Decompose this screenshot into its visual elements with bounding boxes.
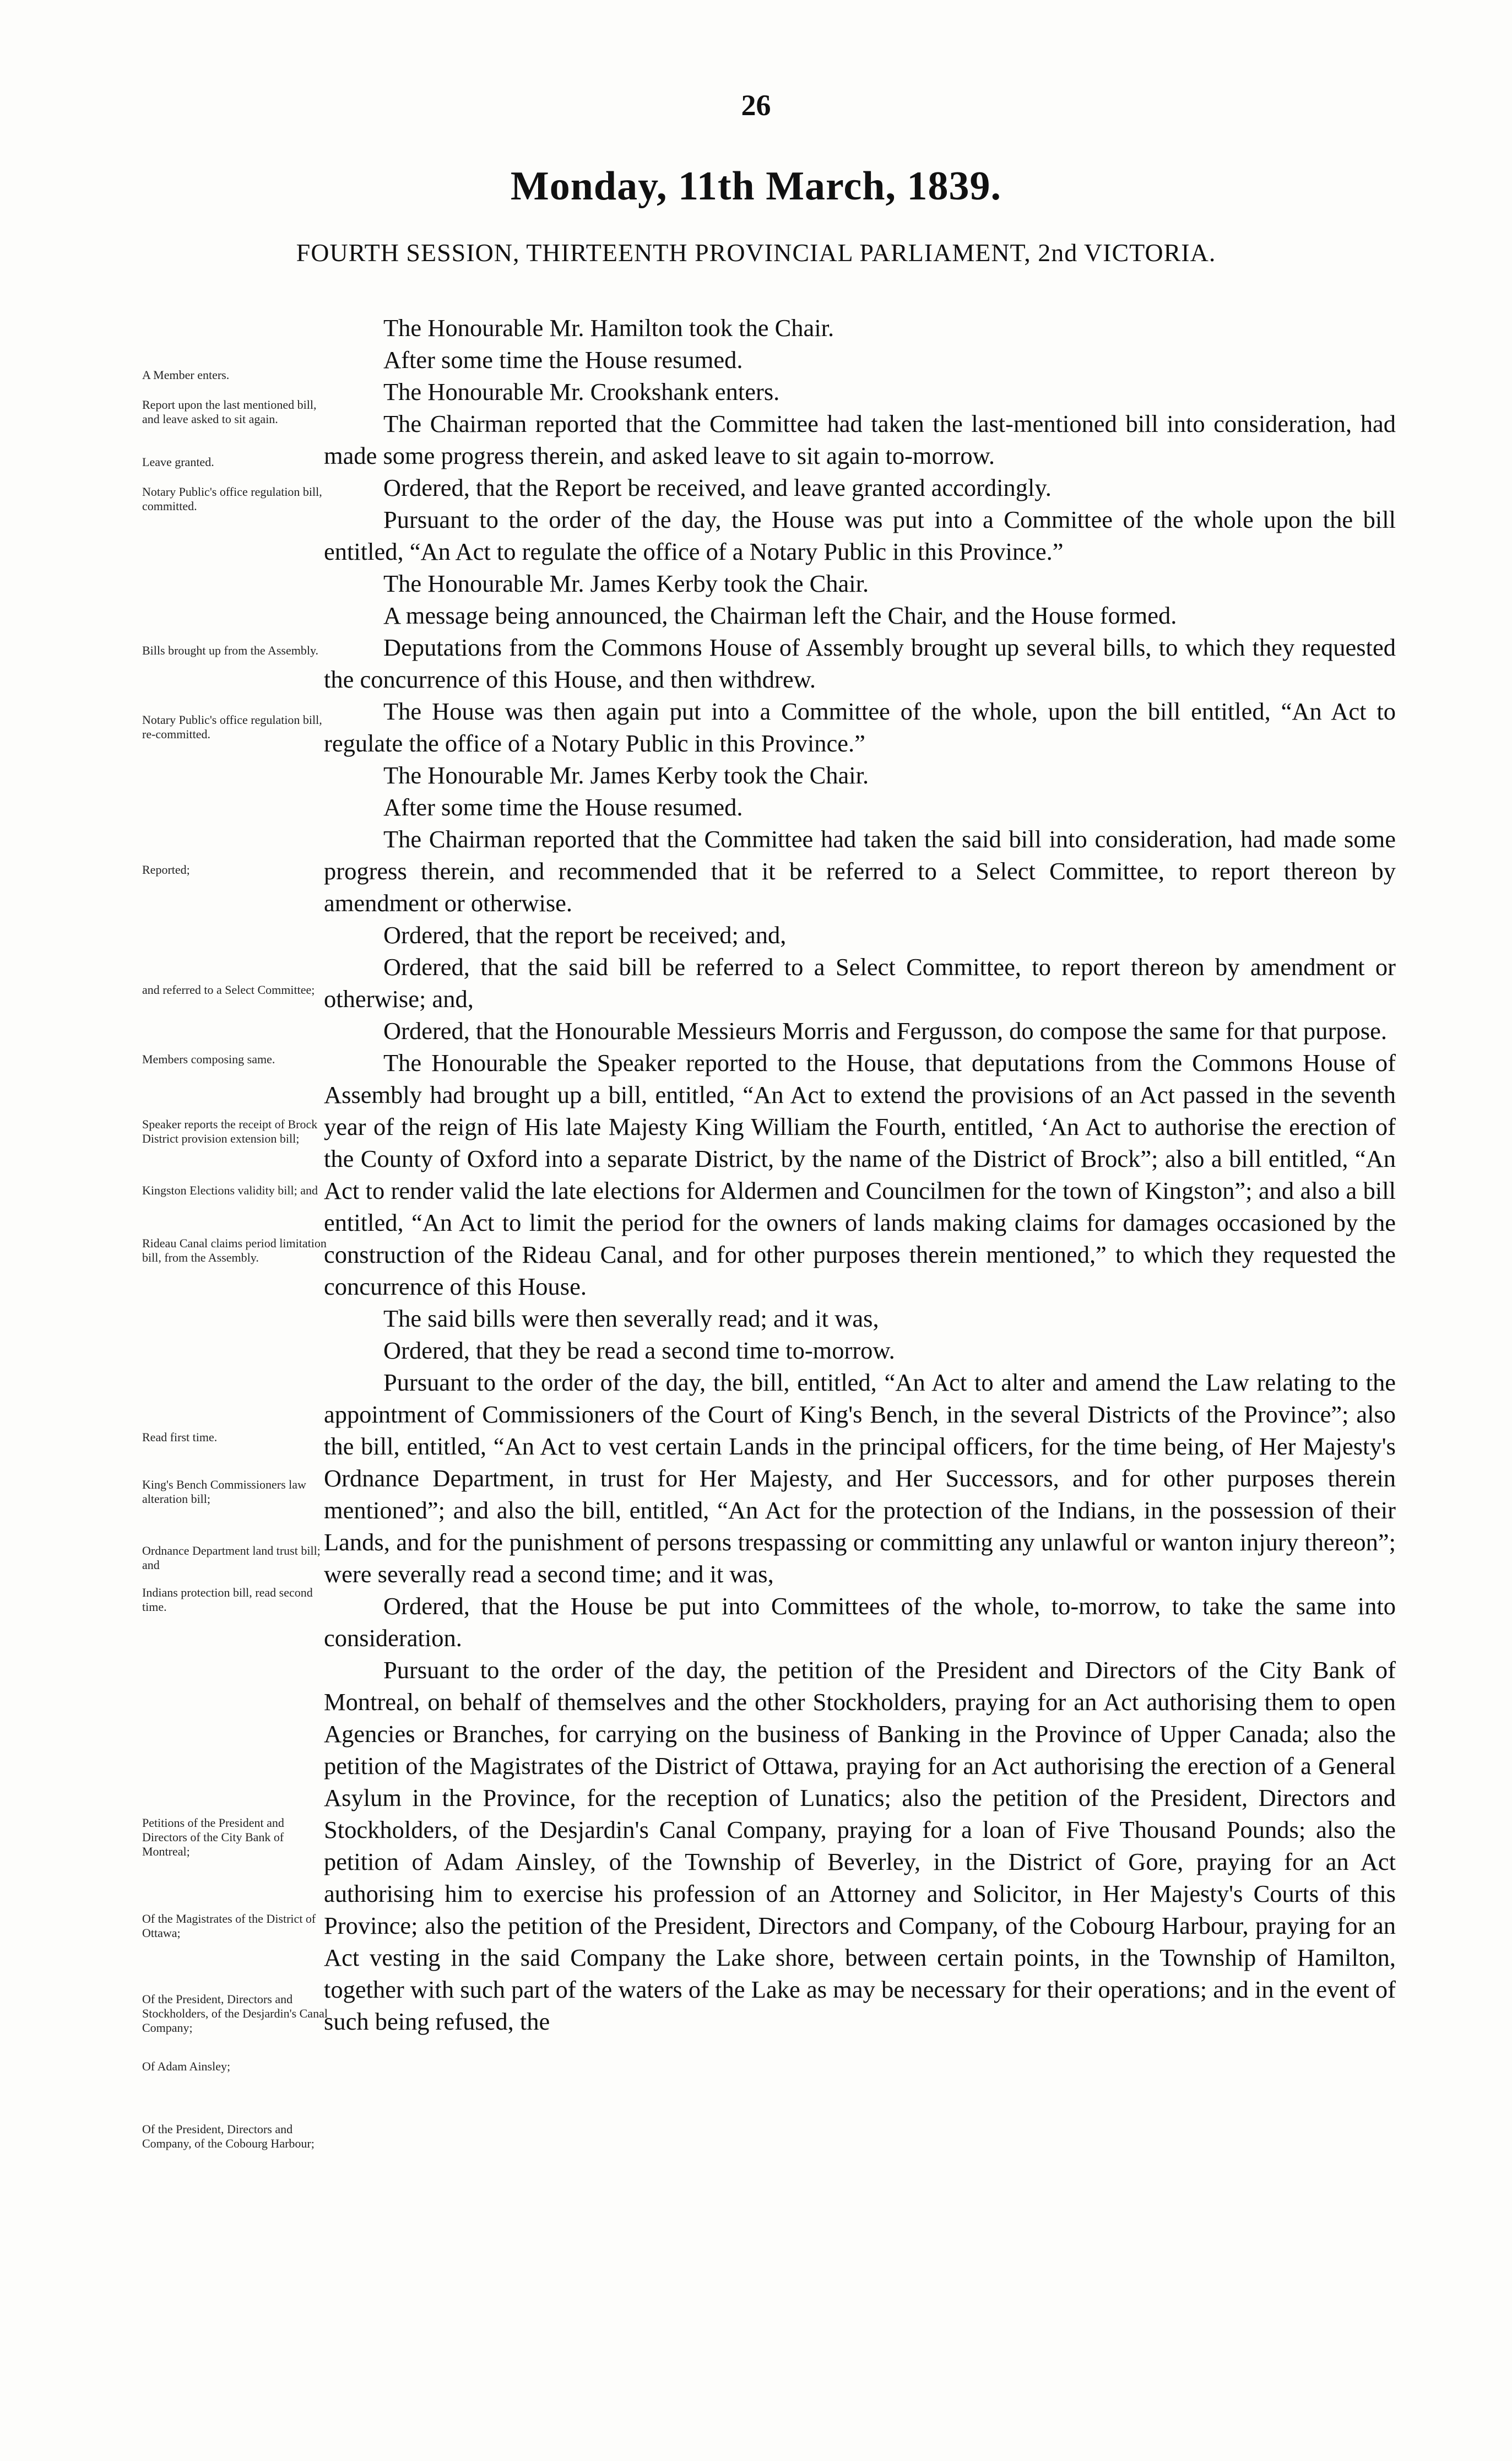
paragraph: The Chairman reported that the Committee had taken the said bill into consideration, had made some progress therein, and recommended that it be referred to a Select Committee, to report thereon by amendment or otherwise. xyxy=(324,825,1396,917)
margin-note: Notary Public's office regulation bill, committed. xyxy=(142,485,322,513)
paragraph: Ordered, that the House be put into Committees of the whole, to-morrow, to take the same into consideration. xyxy=(324,1592,1396,1652)
paragraph: The said bills were then severally read; and it was, xyxy=(383,1305,879,1332)
margin-note: Leave granted. xyxy=(142,455,214,469)
margin-note: Ordnance Department land trust bill; and xyxy=(142,1544,321,1572)
paragraph: A message being announced, the Chairman left the Chair, and the House formed. xyxy=(383,602,1177,629)
paragraph: Deputations from the Commons House of Assembly brought up several bills, to which they requested the concurrence of this House, and then withdrew. xyxy=(324,634,1396,693)
margin-note: and referred to a Select Committee; xyxy=(142,983,315,997)
paragraph: The Honourable Mr. James Kerby took the Chair. xyxy=(383,761,869,789)
paragraph: Pursuant to the order of the day, the petition of the President and Directors of the City Bank of Montreal, on behalf of themselves and the other Stockholders, praying for an Act authorising them to open Agencies or Branches, for carrying on the business of Banking in the Province of Upper Canada; also the petition of the Magistrates of the District of Ottawa, praying for an Act authorising the erection of a General Asylum in the Province, for the reception of Lunatics; also the petition of the President, Directors and Stockholders, of the Desjardin's Canal Company, praying for a loan of Five Thousand Pounds; also the petition of Adam Ainsley, of the Township of Beverley, in the District of Gore, praying for an Act authorising him to exercise his profession of an Attorney and Solicitor, in Her Majesty's Courts of this Province; also the petition of the President, Directors and Company, of the Cobourg Harbour, praying for an Act vesting in the said Company the Lake shore, between certain points, in the Township of Hamilton, together with such part of the waters of the Lake as may be necessary for their operations; and in the event of such being refused, the xyxy=(324,1656,1396,2035)
paragraph: The Honourable Mr. Hamilton took the Chair. xyxy=(383,314,834,342)
paragraph: The Honourable Mr. Crookshank enters. xyxy=(383,378,780,405)
margin-note: Of Adam Ainsley; xyxy=(142,2059,231,2073)
paragraph: Ordered, that the report be received; and, xyxy=(383,921,787,949)
paragraph: The Chairman reported that the Committee had taken the last-mentioned bill into consideration, had made some progress therein, and asked leave to sit again to-morrow. xyxy=(324,410,1396,469)
paragraph: Ordered, that they be read a second time to-morrow. xyxy=(383,1337,895,1364)
margin-note: A Member enters. xyxy=(142,368,230,382)
date-title: Monday, 11th March, 1839. xyxy=(510,164,1002,209)
margin-note: Reported; xyxy=(142,863,190,877)
margin-note: Kingston Elections validity bill; and xyxy=(142,1183,318,1197)
margin-note: King's Bench Commissioners law alteration bill; xyxy=(142,1478,306,1506)
paragraph: Ordered, that the Report be received, and leave granted accordingly. xyxy=(383,474,1052,501)
session-title: FOURTH SESSION, THIRTEENTH PROVINCIAL PARLIAMENT, 2nd VICTORIA. xyxy=(296,239,1216,267)
margin-note: Bills brought up from the Assembly. xyxy=(142,643,319,657)
paragraph: The Honourable the Speaker reported to the House, that deputations from the Commons House of Assembly had brought up a bill, entitled, “An Act to extend the provisions of an Act passed in the seventh year of the reign of His late Majesty King William the Fourth, entitled, ‘An Act to authorise the erection of the County of Oxford into a separate District, by the name of the District of Brock”; also a bill entitled, “An Act to render valid the late elections for Aldermen and Councilmen for the town of Kingston”; and also a bill entitled, “An Act to limit the period for the owners of lands making claims for damages occasioned by the construction of the Rideau Canal, and for other purposes therein mentioned,” to which they requested the concurrence of this House. xyxy=(324,1049,1396,1300)
paragraph: Ordered, that the Honourable Messieurs Morris and Fergusson, do compose the same for that purpose. xyxy=(383,1017,1388,1045)
paragraph: Pursuant to the order of the day, the House was put into a Committee of the whole upon the bill entitled, “An Act to regulate the office of a Notary Public in this Province.” xyxy=(324,506,1396,565)
margin-note: Of the Magistrates of the District of Ottawa; xyxy=(142,1912,316,1940)
margin-note: Report upon the last mentioned bill, and leave asked to sit again. xyxy=(142,398,317,426)
paragraph: The House was then again put into a Committee of the whole, upon the bill entitled, “An Act to regulate the office of a Notary Public in this Province.” xyxy=(324,697,1396,757)
paragraph: Pursuant to the order of the day, the bill, entitled, “An Act to alter and amend the Law relating to the appointment of Commissioners of the Court of King's Bench, in the several Districts of the Province”; also the bill, entitled, “An Act to vest certain Lands in the principal officers, for the time being, of Her Majesty's Ordnance Department, in trust for Her Majesty, and Her Successors, and for other purposes therein mentioned”; and also the bill, entitled, “An Act for the protection of the Indians, in the possession of their Lands, and for the punishment of persons trespassing or committing any unlawful or wanton injury thereon”; were severally read a second time; and it was, xyxy=(324,1369,1396,1588)
margin-note: Speaker reports the receipt of Brock District provision extension bill; xyxy=(142,1117,318,1145)
margin-note: Of the President, Directors and Company, of the Cobourg Harbour; xyxy=(142,2122,315,2150)
page-number: 26 xyxy=(741,89,771,122)
journal-body xyxy=(324,312,1396,2037)
margin-note: Notary Public's office regulation bill, re-committed. xyxy=(142,713,322,741)
margin-note: Indians protection bill, read second time. xyxy=(142,1586,313,1614)
paragraph: Ordered, that the said bill be referred to a Select Committee, to report thereon by amendment or otherwise; and, xyxy=(324,953,1396,1013)
paragraph: After some time the House resumed. xyxy=(383,346,743,374)
margin-note: Read first time. xyxy=(142,1430,218,1444)
paragraph: After some time the House resumed. xyxy=(383,793,743,821)
margin-note: Petitions of the President and Directors of the City Bank of Montreal; xyxy=(142,1816,284,1858)
margin-note: Members composing same. xyxy=(142,1052,275,1066)
paragraph: The Honourable Mr. James Kerby took the Chair. xyxy=(383,570,869,597)
margin-note: Of the President, Directors and Stockholders, of the Desjardin's Canal Company; xyxy=(142,1992,328,2035)
margin-note: Rideau Canal claims period limitation bill, from the Assembly. xyxy=(142,1236,327,1264)
